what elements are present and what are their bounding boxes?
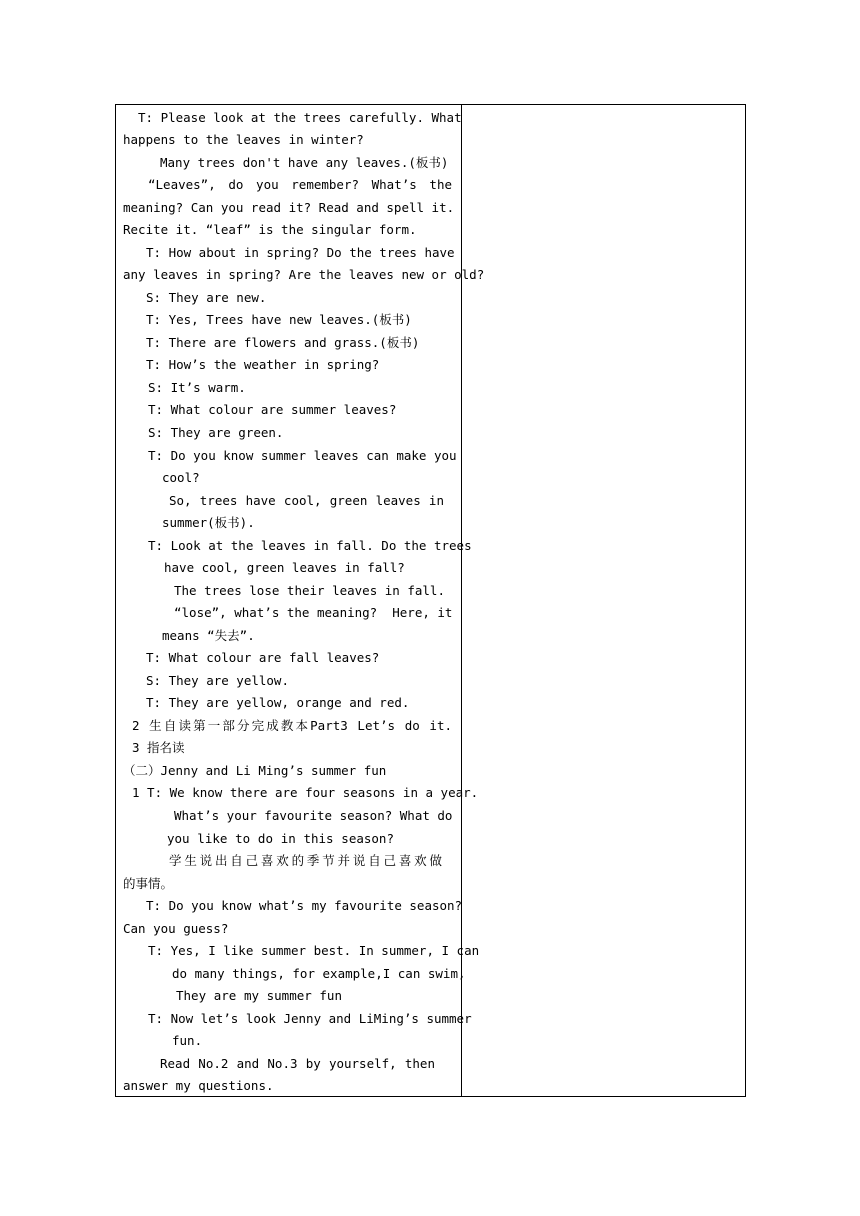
text-line: T: How about in spring? Do the trees have <box>146 245 455 260</box>
text-line: 2 生自读第一部分完成教本Part3 Let’s do it. <box>132 718 452 733</box>
text-line: Recite it. “leaf” is the singular form. <box>123 222 417 237</box>
text-line: T: Look at the leaves in fall. Do the trees <box>148 538 472 553</box>
text-line: happens to the leaves in winter? <box>123 132 364 147</box>
text-line: The trees lose their leaves in fall. <box>174 583 445 598</box>
lesson-procedure-cell <box>116 105 485 1096</box>
text-line: T: What colour are fall leaves? <box>146 650 380 665</box>
text-line: do many things, for example,I can swim, <box>172 966 466 981</box>
text-line: 的事情。 <box>123 876 174 891</box>
text-line: Read No.2 and No.3 by yourself, then <box>160 1056 435 1071</box>
text-line: 1 T: We know there are four seasons in a year. <box>132 785 479 800</box>
text-line: cool? <box>162 470 200 485</box>
text-line: Can you guess? <box>123 921 229 936</box>
text-line: meaning? Can you read it? Read and spell it. <box>123 200 455 215</box>
text-line: They are my summer fun <box>176 988 342 1003</box>
text-line: What’s your favourite season? What do <box>174 808 453 823</box>
text-line: T: They are yellow, orange and red. <box>146 695 410 710</box>
text-line: T: There are flowers and grass.(板书) <box>146 335 420 350</box>
text-line: any leaves in spring? Are the leaves new or old? <box>123 267 485 282</box>
text-line: S: They are new. <box>146 290 267 305</box>
text-line: S: They are yellow. <box>146 673 289 688</box>
text-line: 3 指名读 <box>132 740 185 755</box>
text-line: S: They are green. <box>148 425 284 440</box>
text-line: T: How’s the weather in spring? <box>146 357 380 372</box>
text-line: 学生说出自己喜欢的季节并说自己喜欢做 <box>169 853 442 868</box>
text-line: Many trees don't have any leaves.(板书) <box>160 155 449 170</box>
text-line: answer my questions. <box>123 1078 274 1093</box>
text-line: T: Now let’s look Jenny and LiMing’s summer <box>148 1011 472 1026</box>
text-line: T: Do you know summer leaves can make you <box>148 448 457 463</box>
text-line: （二）Jenny and Li Ming’s summer fun <box>123 763 387 778</box>
text-line: So, trees have cool, green leaves in <box>169 493 444 508</box>
text-line: “lose”, what’s the meaning? Here, it <box>174 605 453 620</box>
text-line: T: Yes, Trees have new leaves.(板书) <box>146 312 412 327</box>
text-line: you like to do in this season? <box>167 831 394 846</box>
text-line: have cool, green leaves in fall? <box>164 560 405 575</box>
text-line: means “失去”. <box>162 628 255 643</box>
text-line: summer(板书). <box>162 515 255 530</box>
text-line: “Leaves”, do you remember? What’s the <box>148 177 452 192</box>
text-line: T: Yes, I like summer best. In summer, I can <box>148 943 480 958</box>
lesson-table <box>115 104 746 1097</box>
text-line: T: Do you know what’s my favourite season? <box>146 898 463 913</box>
text-line: T: What colour are summer leaves? <box>148 402 397 417</box>
text-line: S: It’s warm. <box>148 380 246 395</box>
notes-cell <box>462 105 745 1096</box>
text-line: T: Please look at the trees carefully. What <box>138 110 462 125</box>
text-line: fun. <box>172 1033 203 1048</box>
